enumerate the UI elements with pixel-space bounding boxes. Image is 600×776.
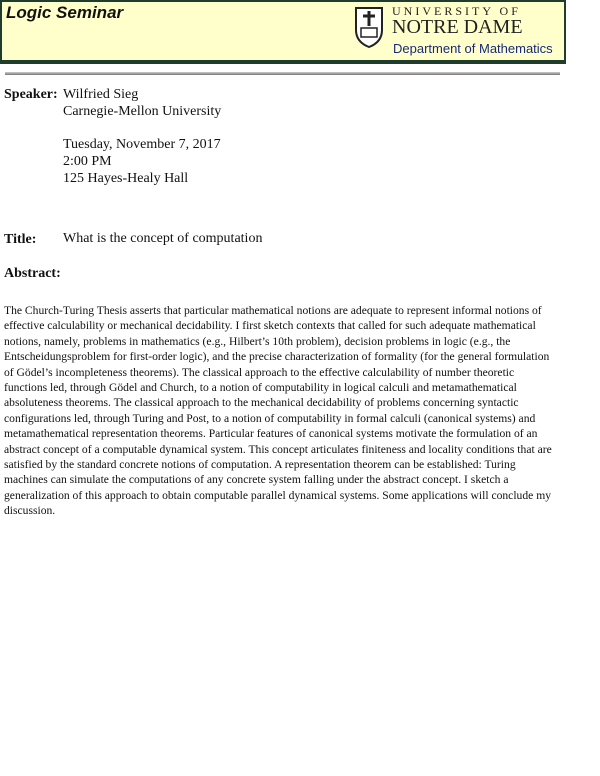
- abstract-line: effective calculability or mechanical decidability. I first sketch contexts that called for such adequate mathematical: [4, 319, 536, 333]
- abstract-line: discussion.: [4, 504, 56, 518]
- abstract-label: Abstract:: [4, 266, 61, 281]
- header-banner: [0, 0, 566, 64]
- notre-dame-crest-icon: [354, 6, 384, 48]
- title-label: Title:: [4, 232, 37, 247]
- university-line1: UNIVERSITY OF: [392, 4, 521, 18]
- abstract-line: notions, namely, problems in mathematics (e.g., Hilbert’s 10th problem), decision problems in logic (e.g., the: [4, 334, 511, 348]
- seminar-series-title: Logic Seminar: [6, 3, 124, 22]
- university-name: NOTRE DAME: [392, 16, 523, 38]
- abstract-line: functions led, through Gödel and Church, to a notion of computability in logical calculi and metamathematical: [4, 381, 517, 395]
- divider: [5, 72, 560, 75]
- abstract-line: Entscheidungsproblem for first-order logic), and the precise characterization of formality (for the general formulation: [4, 350, 550, 364]
- abstract-line: metamathematical representation theorems. Particular features of canonical systems motivate the formulation of an: [4, 427, 538, 441]
- abstract-line: abstract concept of a computable dynamical system. This concept articulates finiteness and locality conditions that are: [4, 442, 552, 456]
- abstract-line: The Church-Turing Thesis asserts that particular mathematical notions are adequate to represent informal notions of: [4, 304, 542, 317]
- abstract-line: machines can simulate the computations of any concrete system falling under the abstract concept. I sketch a: [4, 473, 509, 487]
- speaker-name: Wilfried Sieg: [63, 87, 139, 102]
- talk-title: What is the concept of computation: [63, 231, 263, 246]
- event-time: 2:00 PM: [63, 154, 112, 169]
- abstract-line: configurations led, through Turing and Post, to a notion of computability in formal calculi (canonical systems) and: [4, 411, 536, 425]
- abstract-line: generalization of this approach to obtain computable parallel dynamical systems. Some applications will conclude my: [4, 488, 552, 502]
- speaker-label: Speaker:: [4, 87, 58, 102]
- abstract-line: absoluteness theorems. The classical approach to the mechanical decidability of problems concerning syntactic: [4, 396, 519, 410]
- event-date: Tuesday, November 7, 2017: [63, 137, 221, 152]
- abstract-line: of Gödel’s incompleteness theorems). The classical approach to the effective calculability of number theoretic: [4, 365, 515, 379]
- event-location: 125 Hayes-Healy Hall: [63, 171, 189, 186]
- abstract-text: [4, 303, 594, 519]
- abstract-line: satisfied by the standard concrete notions of computation. A representation theorem can be established: Turing: [4, 458, 516, 472]
- speaker-affiliation: Carnegie-Mellon University: [63, 104, 222, 119]
- department-name: Department of Mathematics: [393, 41, 553, 56]
